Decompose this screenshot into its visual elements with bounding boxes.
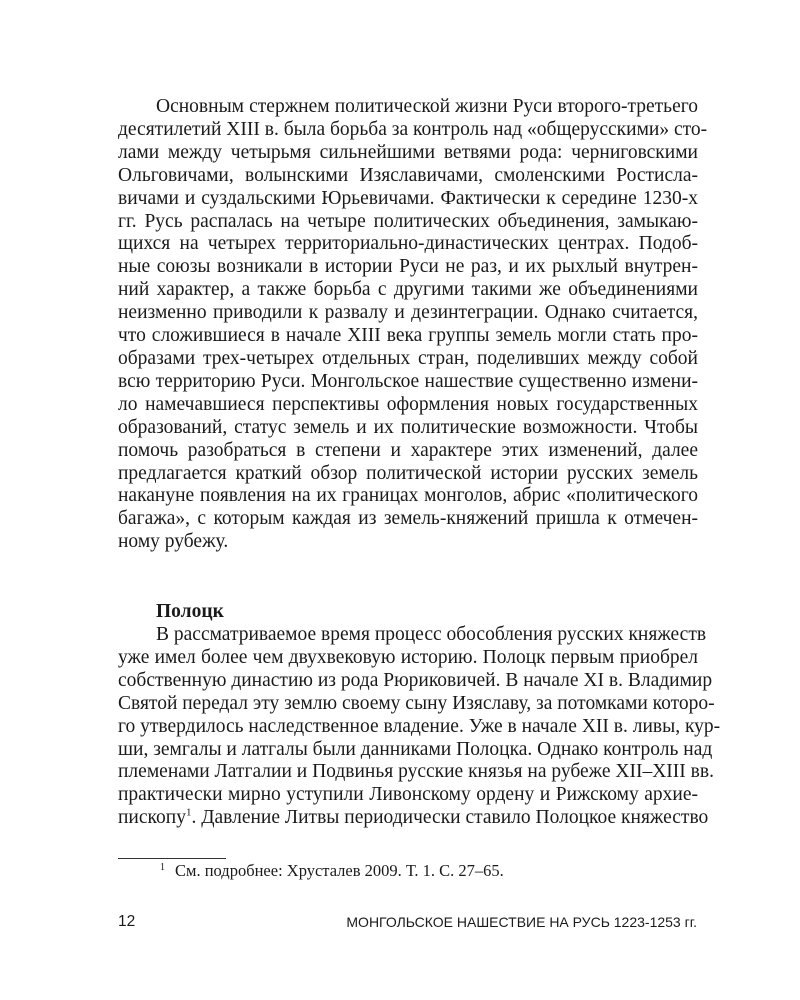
footnote-separator bbox=[118, 858, 226, 859]
text-line: щихся на четырех территориально-династических центрах. Подоб- bbox=[118, 233, 698, 255]
footnote-reference[interactable]: 1 bbox=[185, 806, 192, 819]
text-line: Основным стержнем политической жизни Руси второго-третьего bbox=[156, 96, 698, 117]
text-line: ши, земгалы и латгалы были данниками Полоцка. Однако контроль над bbox=[118, 738, 713, 760]
text-line: В рассматриваемое время процесс обособления русских княжеств bbox=[156, 624, 707, 645]
footnote bbox=[160, 861, 504, 881]
text-line: ные союзы возникали в истории Руси не раз, и их рыхлый внутрен- bbox=[118, 256, 698, 278]
text-line: образами трех-четырех отдельных стран, поделивших между собой bbox=[118, 347, 698, 369]
text-fragment: пископу bbox=[118, 807, 186, 829]
text-line: лами между четырьмя сильнейшими ветвями рода: черниговскими bbox=[118, 141, 698, 163]
text-line: практически мирно уступили Ливонскому ордену и Рижскому архие- bbox=[118, 784, 698, 806]
text-line: го утвердилось наследственное владение. Уже в начале XII в. ливы, кур- bbox=[118, 715, 721, 737]
text-line: племенами Латгалии и Подвинья русские князья на рубеже XII–XIII вв. bbox=[118, 761, 714, 783]
paragraph-1 bbox=[118, 96, 708, 554]
text-line: ний характер, а также борьба с другими такими же объединениями bbox=[118, 279, 698, 301]
text-line: неизменно приводили к развалу и дезинтеграции. Однако считается, bbox=[118, 302, 698, 324]
running-title: МОНГОЛЬСКОЕ НАШЕСТВИЕ НА РУСЬ 1223-1253 гг. bbox=[346, 914, 697, 930]
text-line: вичами и суздальскими Юрьевичами. Фактически к середине 1230-х bbox=[118, 187, 698, 209]
section-heading: Полоцк bbox=[156, 601, 224, 622]
text-line: что сложившиеся в начале XIII века группы земель могли стать про- bbox=[118, 325, 698, 347]
text-line: накануне появления на их границах монголов, абрис «политического bbox=[118, 485, 698, 507]
text-line bbox=[118, 806, 709, 830]
text-line: уже имел более чем двухвековую историю. Полоцк первым приобрел bbox=[118, 646, 698, 668]
text-line: Ольговичами, волынскими Изяславичами, смоленскими Ростисла- bbox=[118, 164, 698, 186]
text-line: предлагается краткий обзор политической истории русских земель bbox=[118, 462, 698, 484]
text-line: Святой передал эту землю своему сыну Изяславу, за потомками которо- bbox=[118, 692, 715, 714]
footnote-marker: 1 bbox=[160, 861, 165, 873]
text-line: ному рубежу. bbox=[118, 531, 229, 553]
text-line: образований, статус земель и их политические возможности. Чтобы bbox=[118, 416, 698, 438]
text-line: десятилетий XIII в. была борьба за контроль над «общерусскими» сто- bbox=[118, 118, 708, 140]
footnote-text: См. подробнее: Хрусталев 2009. Т. 1. С. 27–65. bbox=[175, 861, 504, 880]
text-line: ло намечавшиеся перспективы оформления новых государственных bbox=[118, 393, 698, 415]
text-line: багажа», с которым каждая из земель-княжений пришла к отмечен- bbox=[118, 508, 698, 530]
text-line: помочь разобраться в степени и характере этих изменений, далее bbox=[118, 439, 698, 461]
text-line: всю территорию Руси. Монгольское нашествие существенно измени- bbox=[118, 370, 698, 392]
text-line: собственную династию из рода Рюриковичей. В начале XI в. Владимир bbox=[118, 669, 713, 691]
text-fragment: . Давление Литвы периодически ставило Полоцкое княжество bbox=[191, 807, 709, 829]
text-line: гг. Русь распалась на четыре политических объединения, замыкаю- bbox=[118, 210, 698, 232]
paragraph-2 bbox=[118, 624, 721, 830]
page-number: 12 bbox=[118, 913, 136, 930]
